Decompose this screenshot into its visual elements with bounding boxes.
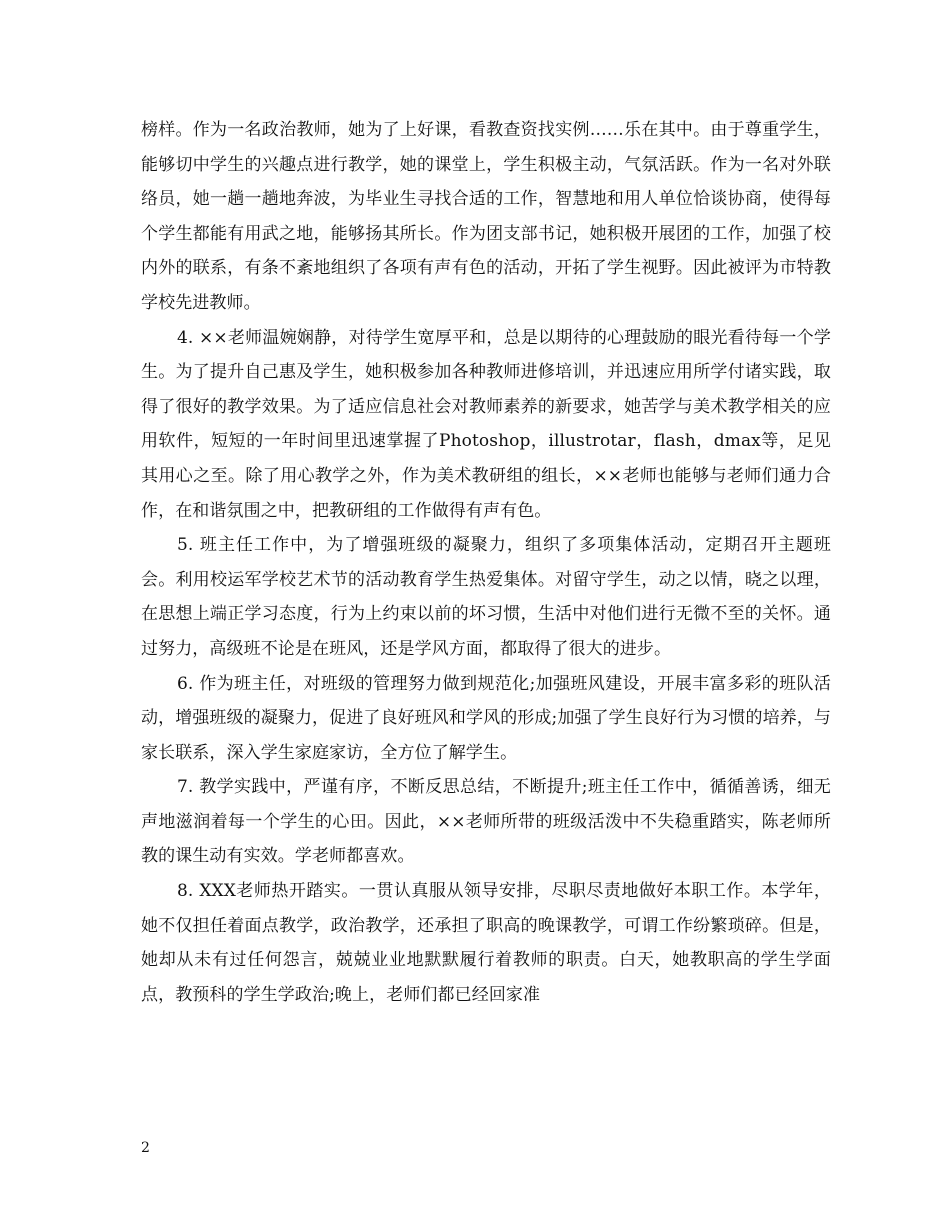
paragraph-continuation: 榜样。作为一名政治教师，她为了上好课，看教查资找实例……乐在其中。由于尊重学生，能够切中学生的兴趣点进行教学，她的课堂上，学生积极主动，气氛活跃。作为一名对外联络员，她一趟一趟地奔波，为毕业生寻找合适的工作，智慧地和用人单位恰谈协商，使得每个学生都能有用武之地，能够扬其所长。作为团支部书记，她积极开展团的工作，加强了校内外的联系，有条不紊地组织了各项有声有色的活动，开拓了学生视野。因此被评为市特教学校先进教师。 (141, 120, 831, 313)
paragraph-item-7: 7. 教学实践中，严谨有序，不断反思总结，不断提升;班主任工作中，循循善诱，细无声地滋润着每一个学生的心田。因此，××老师所带的班级活泼中不失稳重踏实，陈老师所教的课生动有实效。学老师都喜欢。 (141, 777, 831, 867)
paragraph-item-8: 8. XXX老师热开踏实。一贯认真服从领导安排，尽职尽责地做好本职工作。本学年，她不仅担任着面点教学，政治教学，还承担了职高的晚课教学，可谓工作纷繁琐碎。但是，她却从未有过任何怨言，兢兢业业地默默履行着教师的职责。白天，她教职高的学生学面点，教预科的学生学政治;晚上，老师们都已经回家准 (141, 881, 831, 1005)
document-body (141, 113, 831, 1012)
paragraph-item-5: 5. 班主任工作中，为了增强班级的凝聚力，组织了多项集体活动，定期召开主题班会。利用校运军学校艺术节的活动教育学生热爱集体。对留守学生，动之以情，晓之以理，在思想上端正学习态度，行为上约束以前的坏习惯，生活中对他们进行无微不至的关怀。通过努力，高级班不论是在班风，还是学风方面，都取得了很大的进步。 (141, 535, 831, 659)
paragraph-item-6: 6. 作为班主任，对班级的管理努力做到规范化;加强班风建设，开展丰富多彩的班队活动，增强班级的凝聚力，促进了良好班风和学风的形成;加强了学生良好行为习惯的培养，与家长联系，深入学生家庭家访，全方位了解学生。 (141, 673, 831, 763)
paragraph-item-4: 4. ××老师温婉娴静，对待学生宽厚平和，总是以期待的心理鼓励的眼光看待每一个学生。为了提升自己惠及学生，她积极参加各种教师进修培训，并迅速应用所学付诸实践，取得了很好的教学效果。为了适应信息社会对教师素养的新要求，她苦学与美术教学相关的应用软件，短短的一年时间里迅速掌握了Photoshop，illustrotar，flash，dmax等，足见其用心之至。除了用心教学之外，作为美术教研组的组长，××老师也能够与老师们通力合作，在和谐氛围之中，把教研组的工作做得有声有色。 (141, 327, 831, 521)
page-number: 2 (141, 1140, 150, 1156)
